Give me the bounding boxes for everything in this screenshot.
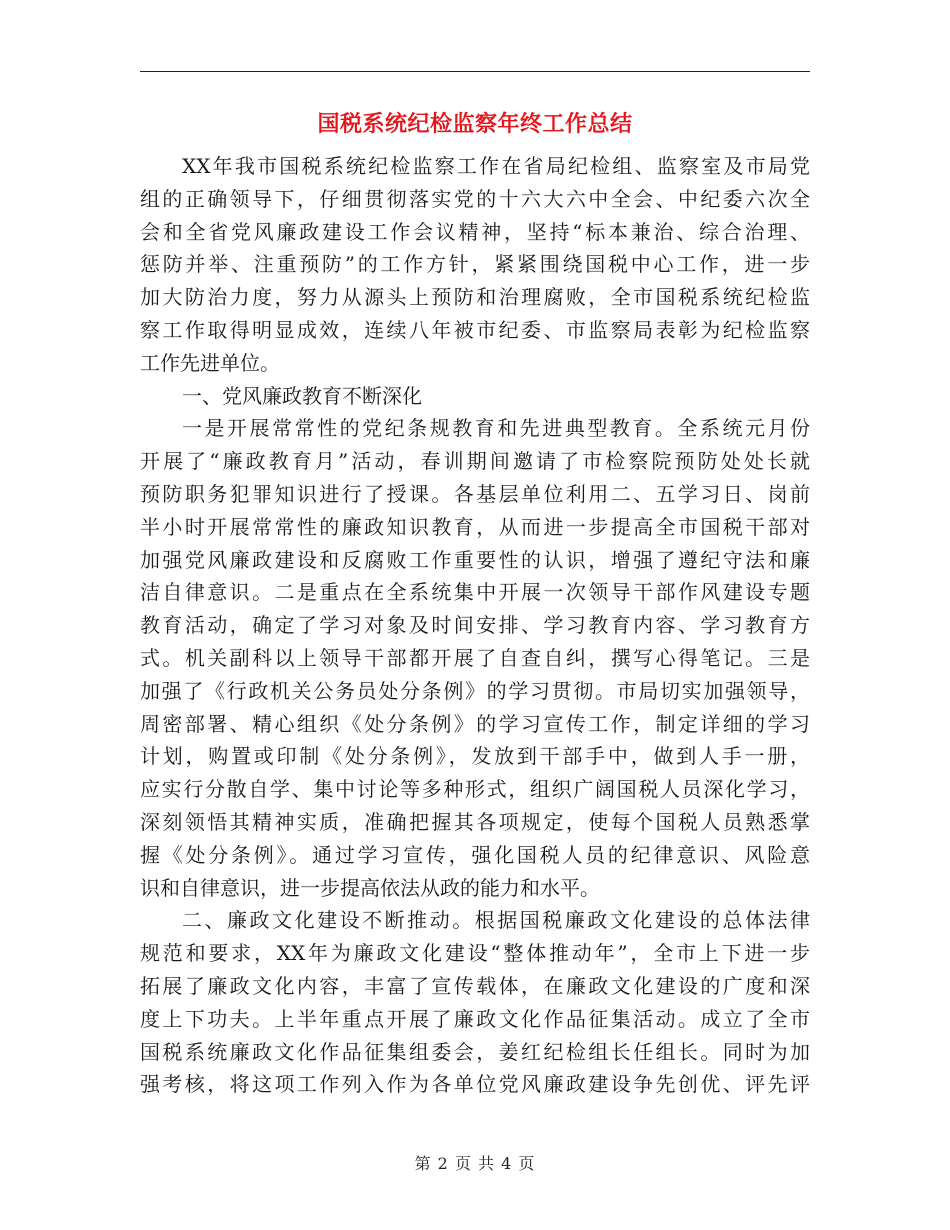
- text-line: 察工作取得明显成效，连续八年被市纪委、市监察局表彰为纪检监察: [140, 317, 810, 342]
- text-line: 组的正确领导下，仔细贯彻落实党的十六大六中全会、中纪委六次全: [140, 186, 810, 211]
- text-line: 开展了“廉政教育月”活动，春训期间邀请了市检察院预防处处长就: [140, 449, 810, 474]
- text-line: 识和自律意识，进一步提高依法从政的能力和水平。: [140, 875, 600, 900]
- text-line: 深刻领悟其精神实质，准确把握其各项规定，使每个国税人员熟悉掌: [140, 809, 810, 834]
- text-line: 工作先进单位。: [140, 350, 280, 375]
- text-line: 强考核，将这项工作列入作为各单位党风廉政建设争先创优、评先评: [140, 1072, 810, 1097]
- text-line: 洁自律意识。二是重点在全系统集中开展一次领导干部作风建设专题: [140, 580, 810, 605]
- page-footer: 第 2 页 共 4 页: [414, 1154, 536, 1173]
- text-line: 周密部署、精心组织《处分条例》的学习宣传工作，制定详细的学习: [140, 711, 810, 736]
- text-line: 半小时开展常常性的廉政知识教育，从而进一步提高全市国税干部对: [140, 514, 810, 539]
- text-line: 二、廉政文化建设不断推动。根据国税廉政文化建设的总体法律: [182, 908, 810, 933]
- text-line: 度上下功夫。上半年重点开展了廉政文化作品征集活动。成立了全市: [140, 1006, 810, 1031]
- document-body: [140, 150, 810, 1101]
- text-line: 计划，购置或印制《处分条例》，发放到干部手中，做到人手一册，: [140, 744, 810, 769]
- text-line: 加强了《行政机关公务员处分条例》的学习贯彻。市局切实加强领导，: [140, 678, 810, 703]
- text-line: 教育活动，确定了学习对象及时间安排、学习教育内容、学习教育方: [140, 613, 810, 638]
- text-line: XX年我市国税系统纪检监察工作在省局纪检组、监察室及市局党: [182, 154, 810, 178]
- text-line: 应实行分散自学、集中讨论等多种形式，组织广阔国税人员深化学习，: [140, 777, 810, 802]
- text-line: 规范和要求，XX年为廉政文化建设“整体推动年”，全市上下进一步: [140, 941, 810, 966]
- text-line: 拓展了廉政文化内容，丰富了宣传载体，在廉政文化建设的广度和深: [140, 973, 810, 998]
- text-line: 一是开展常常性的党纪条规教育和先进典型教育。全系统元月份: [182, 416, 810, 441]
- text-line: 会和全省党风廉政建设工作会议精神，坚持“标本兼治、综合治理、: [140, 219, 810, 244]
- document-title: 国税系统纪检监察年终工作总结: [317, 111, 633, 137]
- text-line: 国税系统廉政文化作品征集组委会，姜红纪检组长任组长。同时为加: [140, 1039, 810, 1064]
- text-line: 一、党风廉政教育不断深化: [182, 383, 422, 408]
- text-line: 预防职务犯罪知识进行了授课。各基层单位利用二、五学习日、岗前: [140, 481, 810, 506]
- header-rule: [140, 71, 810, 72]
- text-line: 加大防治力度，努力从源头上预防和治理腐败，全市国税系统纪检监: [140, 285, 810, 310]
- text-line: 握《处分条例》。通过学习宣传，强化国税人员的纪律意识、风险意: [140, 842, 810, 867]
- text-line: 加强党风廉政建设和反腐败工作重要性的认识，增强了遵纪守法和廉: [140, 547, 810, 572]
- text-line: 式。机关副科以上领导干部都开展了自查自纠，撰写心得笔记。三是: [140, 645, 810, 670]
- text-line: 惩防并举、注重预防”的工作方针，紧紧围绕国税中心工作，进一步: [140, 252, 810, 277]
